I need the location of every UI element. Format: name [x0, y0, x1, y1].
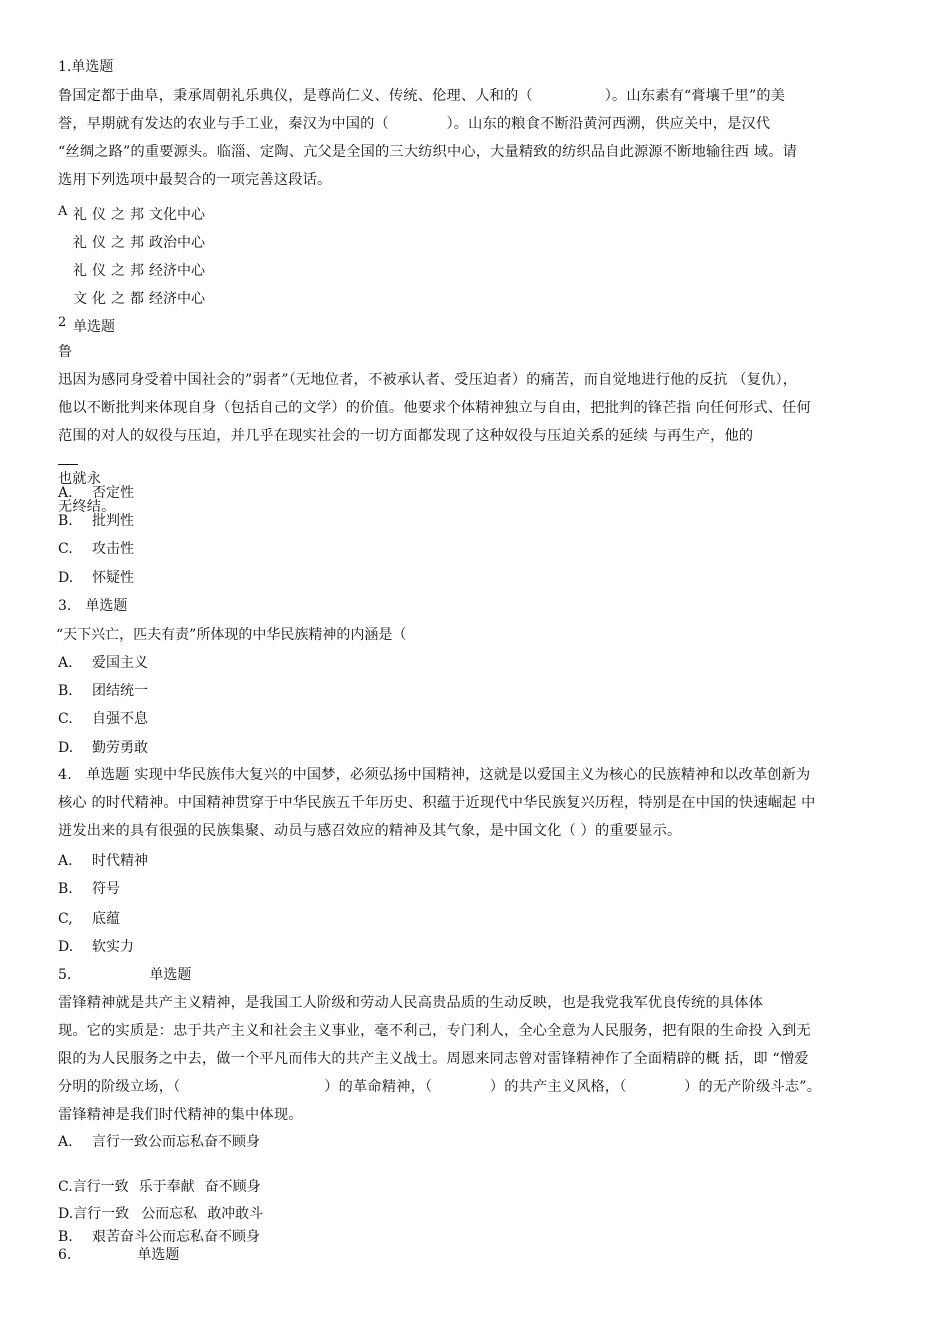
q2-number: 2	[58, 315, 67, 330]
q6-header: 6. 单选题	[58, 1247, 180, 1263]
q5-stem-line: 分明的阶级立场，（ ）的革命精神，（ ）的共产主义风格，（ ）的无产阶级斗志”。	[58, 1079, 822, 1095]
q3-option-b: B. 团结统一	[58, 683, 148, 699]
q1-stem	[58, 82, 890, 194]
q5-stem-line: 现。它的实质是：忠于共产主义和社会主义事业，毫不利己，专门利人，全心全意为人民服务，把有限的生命投 入到无	[58, 1023, 811, 1039]
q5-stem	[58, 989, 890, 1129]
q4-stem-line: 核心 的时代精神。中国精神贯穿于中华民族五千年历史、积蕴于近现代中华民族复兴历程，特别是在中国的快速崛起 中	[58, 795, 816, 811]
q2-first-char: 鲁	[58, 344, 72, 360]
answer-blank	[58, 450, 78, 465]
q5-stem-line: 雷锋精神就是共产主义精神，是我国工人阶级和劳动人民高贵品质的生动反映，也是我党我军优良传统的具体体	[58, 995, 763, 1011]
q5-header: 5. 单选题	[58, 967, 192, 983]
q2-option-a: A. 否定性	[58, 485, 134, 501]
q1-stem-line: 选用下列选项中最契合的一项完善这段话。	[58, 172, 332, 188]
q1-option-letter: A	[58, 204, 68, 219]
q5-option-c: C.言行一致 乐于奉献 奋不顾身	[58, 1179, 261, 1195]
q1-option: 礼仪之邦文化中心	[73, 207, 205, 223]
q4-option-b: B. 符号	[58, 881, 120, 897]
q1-stem-line: “丝绸之路”的重要源头。临淄、定陶、亢父是全国的三大纺织中心，大量精致的纺织品自此源源不断地输往西 域。请	[58, 144, 797, 160]
q4-stem	[58, 761, 890, 845]
q2-stem	[58, 366, 890, 521]
q1-stem-line: 誉，早期就有发达的农业与手工业，秦汉为中国的（ ）。山东的粮食不断沿黄河西溯，供应关中，是汉代	[58, 116, 771, 132]
q2-option-b: B. 批判性	[58, 513, 134, 529]
q4-stem-line: 迸发出来的具有很强的民族集聚、动员与感召效应的精神及其气象，是中国文化（ ）的重要显示。	[58, 823, 682, 839]
q1-option: 文化之都经济中心	[73, 291, 205, 307]
q3-option-a: A. 爱国主义	[58, 655, 148, 671]
q5-stem-line: 雷锋精神是我们时代精神的集中体现。	[58, 1107, 303, 1123]
q4-stem-line: 4. 单选题 实现中华民族伟大复兴的中国梦，必须弘扬中国精神，这就是以爱国主义为核心的民族精神和以改革创新为	[58, 767, 811, 783]
q3-stem: “天下兴亡，匹夫有责”所体现的中华民族精神的内涵是（	[56, 627, 407, 643]
q3-option-c: C. 自强不息	[58, 711, 148, 727]
q1-stem-line: 鲁国定都于曲阜，秉承周朝礼乐典仪，是尊尚仁义、传统、伦理、人和的（ ）。山东素有“膏壤千里”的美	[58, 88, 786, 104]
q1-option: 礼仪之邦经济中心	[73, 263, 205, 279]
q3-header: 3. 单选题	[58, 598, 128, 614]
q5-option-a: A. 言行一致公而忘私奋不顾身	[58, 1134, 260, 1150]
q4-option-d: D. 软实力	[58, 939, 134, 955]
q2-stem-line: 无终结。	[58, 499, 116, 515]
q2-stem-line: 范围的对人的奴役与压迫，并几乎在现实社会的一切方面都发现了这种奴役与压迫关系的延续 与再生产，他的 也就永	[58, 428, 754, 487]
q2-type: 单选题	[73, 319, 115, 335]
q4-option-a: A. 时代精神	[58, 853, 148, 869]
q1-option: 礼仪之邦政治中心	[73, 235, 205, 251]
q2-option-c: C. 攻击性	[58, 541, 134, 557]
q3-option-d: D. 勤劳勇敢	[58, 740, 148, 756]
q2-stem-line: 迅因为感同身受着中国社会的”弱者”（无地位者，不被承认者、受压迫者）的痛苦，而自觉地进行他的反抗 （复仇），	[58, 372, 798, 388]
q5-stem-line: 限的为人民服务之中去，做一个平凡而伟大的共产主义战士。周恩来同志曾对雷锋精神作了全面精辟的概 括，即 “憎爱	[58, 1051, 809, 1067]
q1-header: 1.单选题	[58, 59, 114, 75]
q2-stem-line: 他以不断批判来体现自身（包括自己的文学）的价值。他要求个体精神独立与自由，把批判的锋芒指 向任何形式、任何	[58, 400, 811, 416]
q4-option-c: C, 底蕴	[58, 911, 120, 927]
q2-option-d: D. 怀疑性	[58, 570, 134, 586]
q5-option-d: D.言行一致 公而忘私 敢冲敢斗	[58, 1206, 264, 1222]
q5-option-b: B. 艰苦奋斗公而忘私奋不顾身	[58, 1229, 260, 1245]
